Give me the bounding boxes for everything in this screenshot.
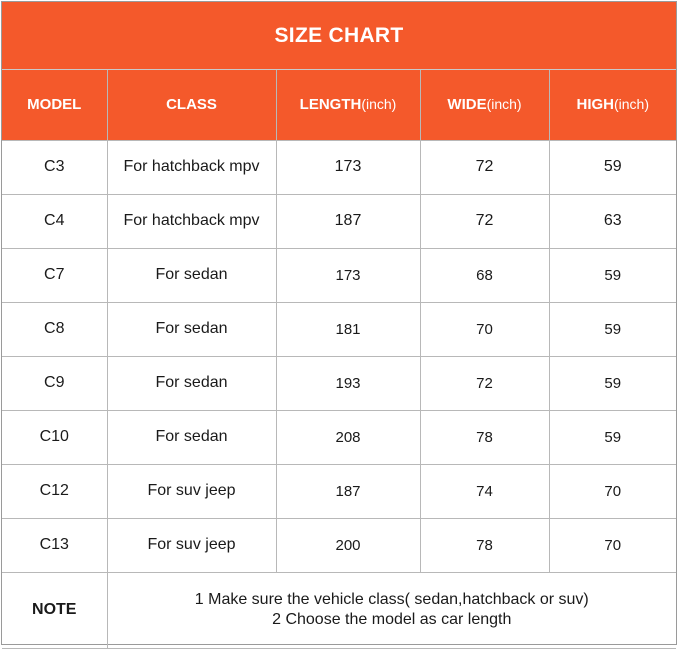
cell-length: 200 xyxy=(276,518,420,572)
size-table xyxy=(2,70,676,649)
cell-high: 59 xyxy=(549,140,676,194)
table-row xyxy=(2,302,676,356)
table-row xyxy=(2,248,676,302)
cell-wide: 74 xyxy=(420,464,549,518)
cell-class: For sedan xyxy=(107,356,276,410)
cell-high: 63 xyxy=(549,194,676,248)
cell-wide: 72 xyxy=(420,140,549,194)
cell-length: 187 xyxy=(276,464,420,518)
cell-model: C7 xyxy=(2,248,107,302)
cell-model: C13 xyxy=(2,518,107,572)
column-header-model: MODEL xyxy=(2,70,107,140)
cell-high: 59 xyxy=(549,410,676,464)
note-text xyxy=(107,572,676,648)
cell-class: For sedan xyxy=(107,410,276,464)
cell-length: 181 xyxy=(276,302,420,356)
chart-title: SIZE CHART xyxy=(2,2,676,70)
cell-model: C12 xyxy=(2,464,107,518)
table-row xyxy=(2,410,676,464)
size-chart xyxy=(1,1,677,645)
column-header-wide: WIDE(inch) xyxy=(420,70,549,140)
cell-model: C4 xyxy=(2,194,107,248)
cell-high: 70 xyxy=(549,464,676,518)
note-line: 1 Make sure the vehicle class( sedan,hatchback or suv) xyxy=(194,591,589,608)
cell-class: For hatchback mpv xyxy=(107,194,276,248)
table-row xyxy=(2,140,676,194)
table-row xyxy=(2,518,676,572)
table-header-row xyxy=(2,70,676,140)
cell-class: For sedan xyxy=(107,302,276,356)
cell-length: 193 xyxy=(276,356,420,410)
cell-model: C3 xyxy=(2,140,107,194)
cell-high: 59 xyxy=(549,356,676,410)
table-row xyxy=(2,356,676,410)
cell-class: For sedan xyxy=(107,248,276,302)
cell-high: 70 xyxy=(549,518,676,572)
cell-wide: 72 xyxy=(420,356,549,410)
note-label: NOTE xyxy=(2,572,107,648)
cell-length: 187 xyxy=(276,194,420,248)
cell-wide: 78 xyxy=(420,410,549,464)
cell-model: C10 xyxy=(2,410,107,464)
cell-wide: 72 xyxy=(420,194,549,248)
cell-wide: 70 xyxy=(420,302,549,356)
column-header-high: HIGH(inch) xyxy=(549,70,676,140)
cell-class: For suv jeep xyxy=(107,464,276,518)
cell-class: For suv jeep xyxy=(107,518,276,572)
table-row xyxy=(2,464,676,518)
cell-class: For hatchback mpv xyxy=(107,140,276,194)
note-line: 2 Choose the model as car length xyxy=(272,611,512,628)
note-row xyxy=(2,572,676,648)
cell-high: 59 xyxy=(549,302,676,356)
cell-model: C9 xyxy=(2,356,107,410)
cell-wide: 78 xyxy=(420,518,549,572)
column-header-length: LENGTH(inch) xyxy=(276,70,420,140)
cell-high: 59 xyxy=(549,248,676,302)
table-row xyxy=(2,194,676,248)
column-header-class: CLASS xyxy=(107,70,276,140)
cell-model: C8 xyxy=(2,302,107,356)
cell-length: 173 xyxy=(276,248,420,302)
cell-wide: 68 xyxy=(420,248,549,302)
cell-length: 173 xyxy=(276,140,420,194)
cell-length: 208 xyxy=(276,410,420,464)
